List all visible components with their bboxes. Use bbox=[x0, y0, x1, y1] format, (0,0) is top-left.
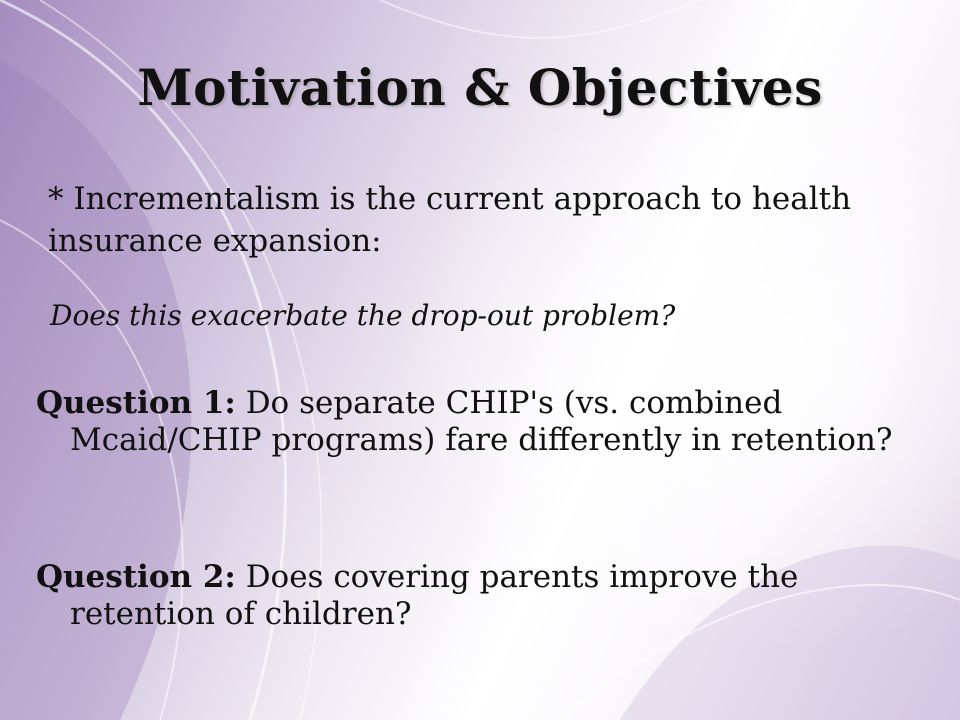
slide-title: Motivation & Objectives bbox=[137, 58, 823, 117]
intro-question: Does this exacerbate the drop-out problem? bbox=[50, 299, 676, 332]
question-1 bbox=[36, 385, 950, 459]
question-1-label: Question 1: bbox=[36, 385, 236, 421]
question-1-text: Do separate CHIP's (vs. combined Mcaid/CHIP programs) fare differently in retention? bbox=[70, 385, 893, 458]
question-2-text: Does covering parents improve the retention of children? bbox=[70, 559, 799, 632]
question-2 bbox=[36, 559, 950, 633]
question-2-label: Question 2: bbox=[36, 559, 236, 595]
intro-statement: * Incrementalism is the current approach to health insurance expansion: bbox=[48, 181, 852, 259]
